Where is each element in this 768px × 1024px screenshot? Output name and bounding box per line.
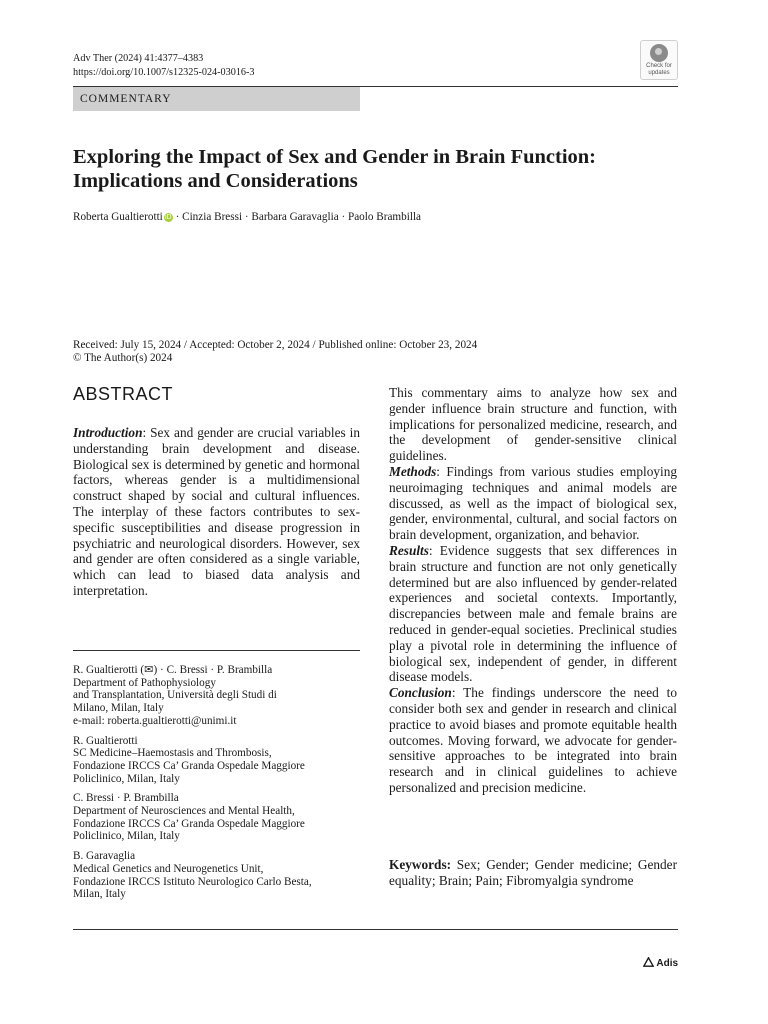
abstract-results (389, 543, 677, 685)
abstract-heading: ABSTRACT (73, 384, 174, 404)
conclusion-label: Conclusion (389, 685, 452, 701)
article-type-label: COMMENTARY (80, 93, 172, 105)
keywords-text: Sex; Gender; Gender medicine; Gender equality; Brain; Pain; Fibromyalgia syndrome (389, 857, 677, 888)
badge-line-1: Check for (646, 63, 672, 69)
keywords-label: Keywords: (389, 857, 452, 872)
conclusion-text: : The findings underscore the need to consider both sex and gender in research and clinical practice to avoid biases and promote equitable health outcomes. Moving forward, we advocate for gender-sensitive approaches to be integrated into brain research and in clinical guidelines to achieve personalized and precision medicine. (389, 685, 677, 795)
bookmark-icon (650, 44, 668, 62)
check-for-updates-badge[interactable] (640, 40, 678, 80)
abstract-right-column (389, 385, 677, 796)
affiliation-2 (73, 735, 360, 786)
affiliation-4 (73, 850, 360, 901)
badge-line-2: updates (648, 70, 670, 76)
aff4-line-3: Fondazione IRCCS Istituto Neurologico Carlo Besta, (73, 875, 312, 888)
publication-dates (73, 339, 477, 365)
aff2-line-2: SC Medicine–Haemostasis and Thrombosis, (73, 747, 272, 760)
copyright-line: © The Author(s) 2024 (73, 352, 173, 364)
aff4-line-4: Milan, Italy (73, 888, 126, 901)
author-email[interactable]: e-mail: roberta.gualtierotti@unimi.it (73, 714, 237, 727)
results-text: : Evidence suggests that sex differences in brain structure and function are not only genetically determined but are also influenced by gender-related experiences and societal contexts. Importantly, discrepancies between male and female brains are reduced in gender-equal societies. Preclinical studies play a pivotal role in determining the influence of biological sex, independent of gender, in different disease models. (389, 542, 677, 685)
aff1-line-1: R. Gualtierotti (✉) · C. Bressi · P. Brambilla (73, 664, 273, 676)
aff1-line-2: Department of Pathophysiology (73, 676, 216, 689)
aff3-line-4: Policlinico, Milan, Italy (73, 830, 180, 843)
abstract-methods (389, 464, 677, 543)
dates-line: Received: July 15, 2024 / Accepted: October 2, 2024 / Published online: October 23, 2024 (73, 339, 478, 351)
aff2-line-4: Policlinico, Milan, Italy (73, 772, 180, 785)
aff4-line-1: B. Garavaglia (73, 850, 136, 863)
affiliation-rule (73, 650, 360, 651)
affiliation-3 (73, 792, 360, 843)
author-list (73, 211, 421, 223)
article-title: Exploring the Impact of Sex and Gender in Brain Function: Implications and Considerations (73, 146, 596, 192)
introduction-label: Introduction (73, 425, 143, 440)
aff1-line-4: Milano, Milan, Italy (73, 702, 164, 715)
methods-label: Methods (389, 463, 437, 479)
doi-link[interactable]: https://doi.org/10.1007/s12325-024-03016-3 (73, 67, 255, 78)
publisher-logo[interactable] (643, 957, 678, 969)
aff4-line-2: Medical Genetics and Neurogenetics Unit, (73, 862, 264, 875)
aff3-line-2: Department of Neurosciences and Mental Health, (73, 805, 295, 818)
abstract-introduction (73, 425, 360, 599)
abstract-conclusion (389, 685, 677, 796)
aff2-line-1: R. Gualtierotti (73, 734, 138, 747)
introduction-continued: This commentary aims to analyze how sex and gender influence brain structure and function, with implications for personalized medicine, research, and the development of gender-sensitive clinical guidelines. (389, 385, 677, 464)
publisher-name: Adis (656, 958, 679, 969)
keywords (389, 857, 677, 889)
article-type-bar (73, 87, 360, 111)
aff3-line-3: Fondazione IRCCS Ca’ Granda Ospedale Maggiore (73, 817, 305, 830)
first-author[interactable]: Roberta Gualtierotti (73, 211, 163, 223)
aff2-line-3: Fondazione IRCCS Ca’ Granda Ospedale Maggiore (73, 759, 305, 772)
results-label: Results (389, 542, 429, 558)
triangle-logo-icon (643, 957, 654, 967)
affiliations (73, 664, 360, 908)
aff3-line-1: C. Bressi · P. Brambilla (73, 792, 179, 805)
other-authors: · Cinzia Bressi · Barbara Garavaglia · Paolo Brambilla (172, 211, 422, 223)
footer-rule (73, 929, 678, 930)
introduction-text: : Sex and gender are crucial variables in understanding brain development and disease. Biological sex is determined by genetic and hormonal factors, whereas gender is a multidimensional construct shaped by social and cultural influences. The interplay of these factors contributes to sex-specific susceptibilities and disease progression in psychiatric and neurological disorders. However, sex and gender are often considered as a single variable, which can lead to biased data analysis and interpretation. (73, 425, 360, 598)
methods-text: : Findings from various studies employing neuroimaging techniques and animal models are discussed, as well as the impact of biological sex, gender, environmental, cultural, and social factors on brain development, organization, and behavior. (389, 463, 677, 543)
aff1-line-3: and Transplantation, Università degli Studi di (73, 689, 277, 702)
affiliation-1 (73, 664, 360, 728)
orcid-icon[interactable]: iD (164, 214, 172, 221)
journal-citation: Adv Ther (2024) 41:4377–4383 (73, 53, 204, 64)
